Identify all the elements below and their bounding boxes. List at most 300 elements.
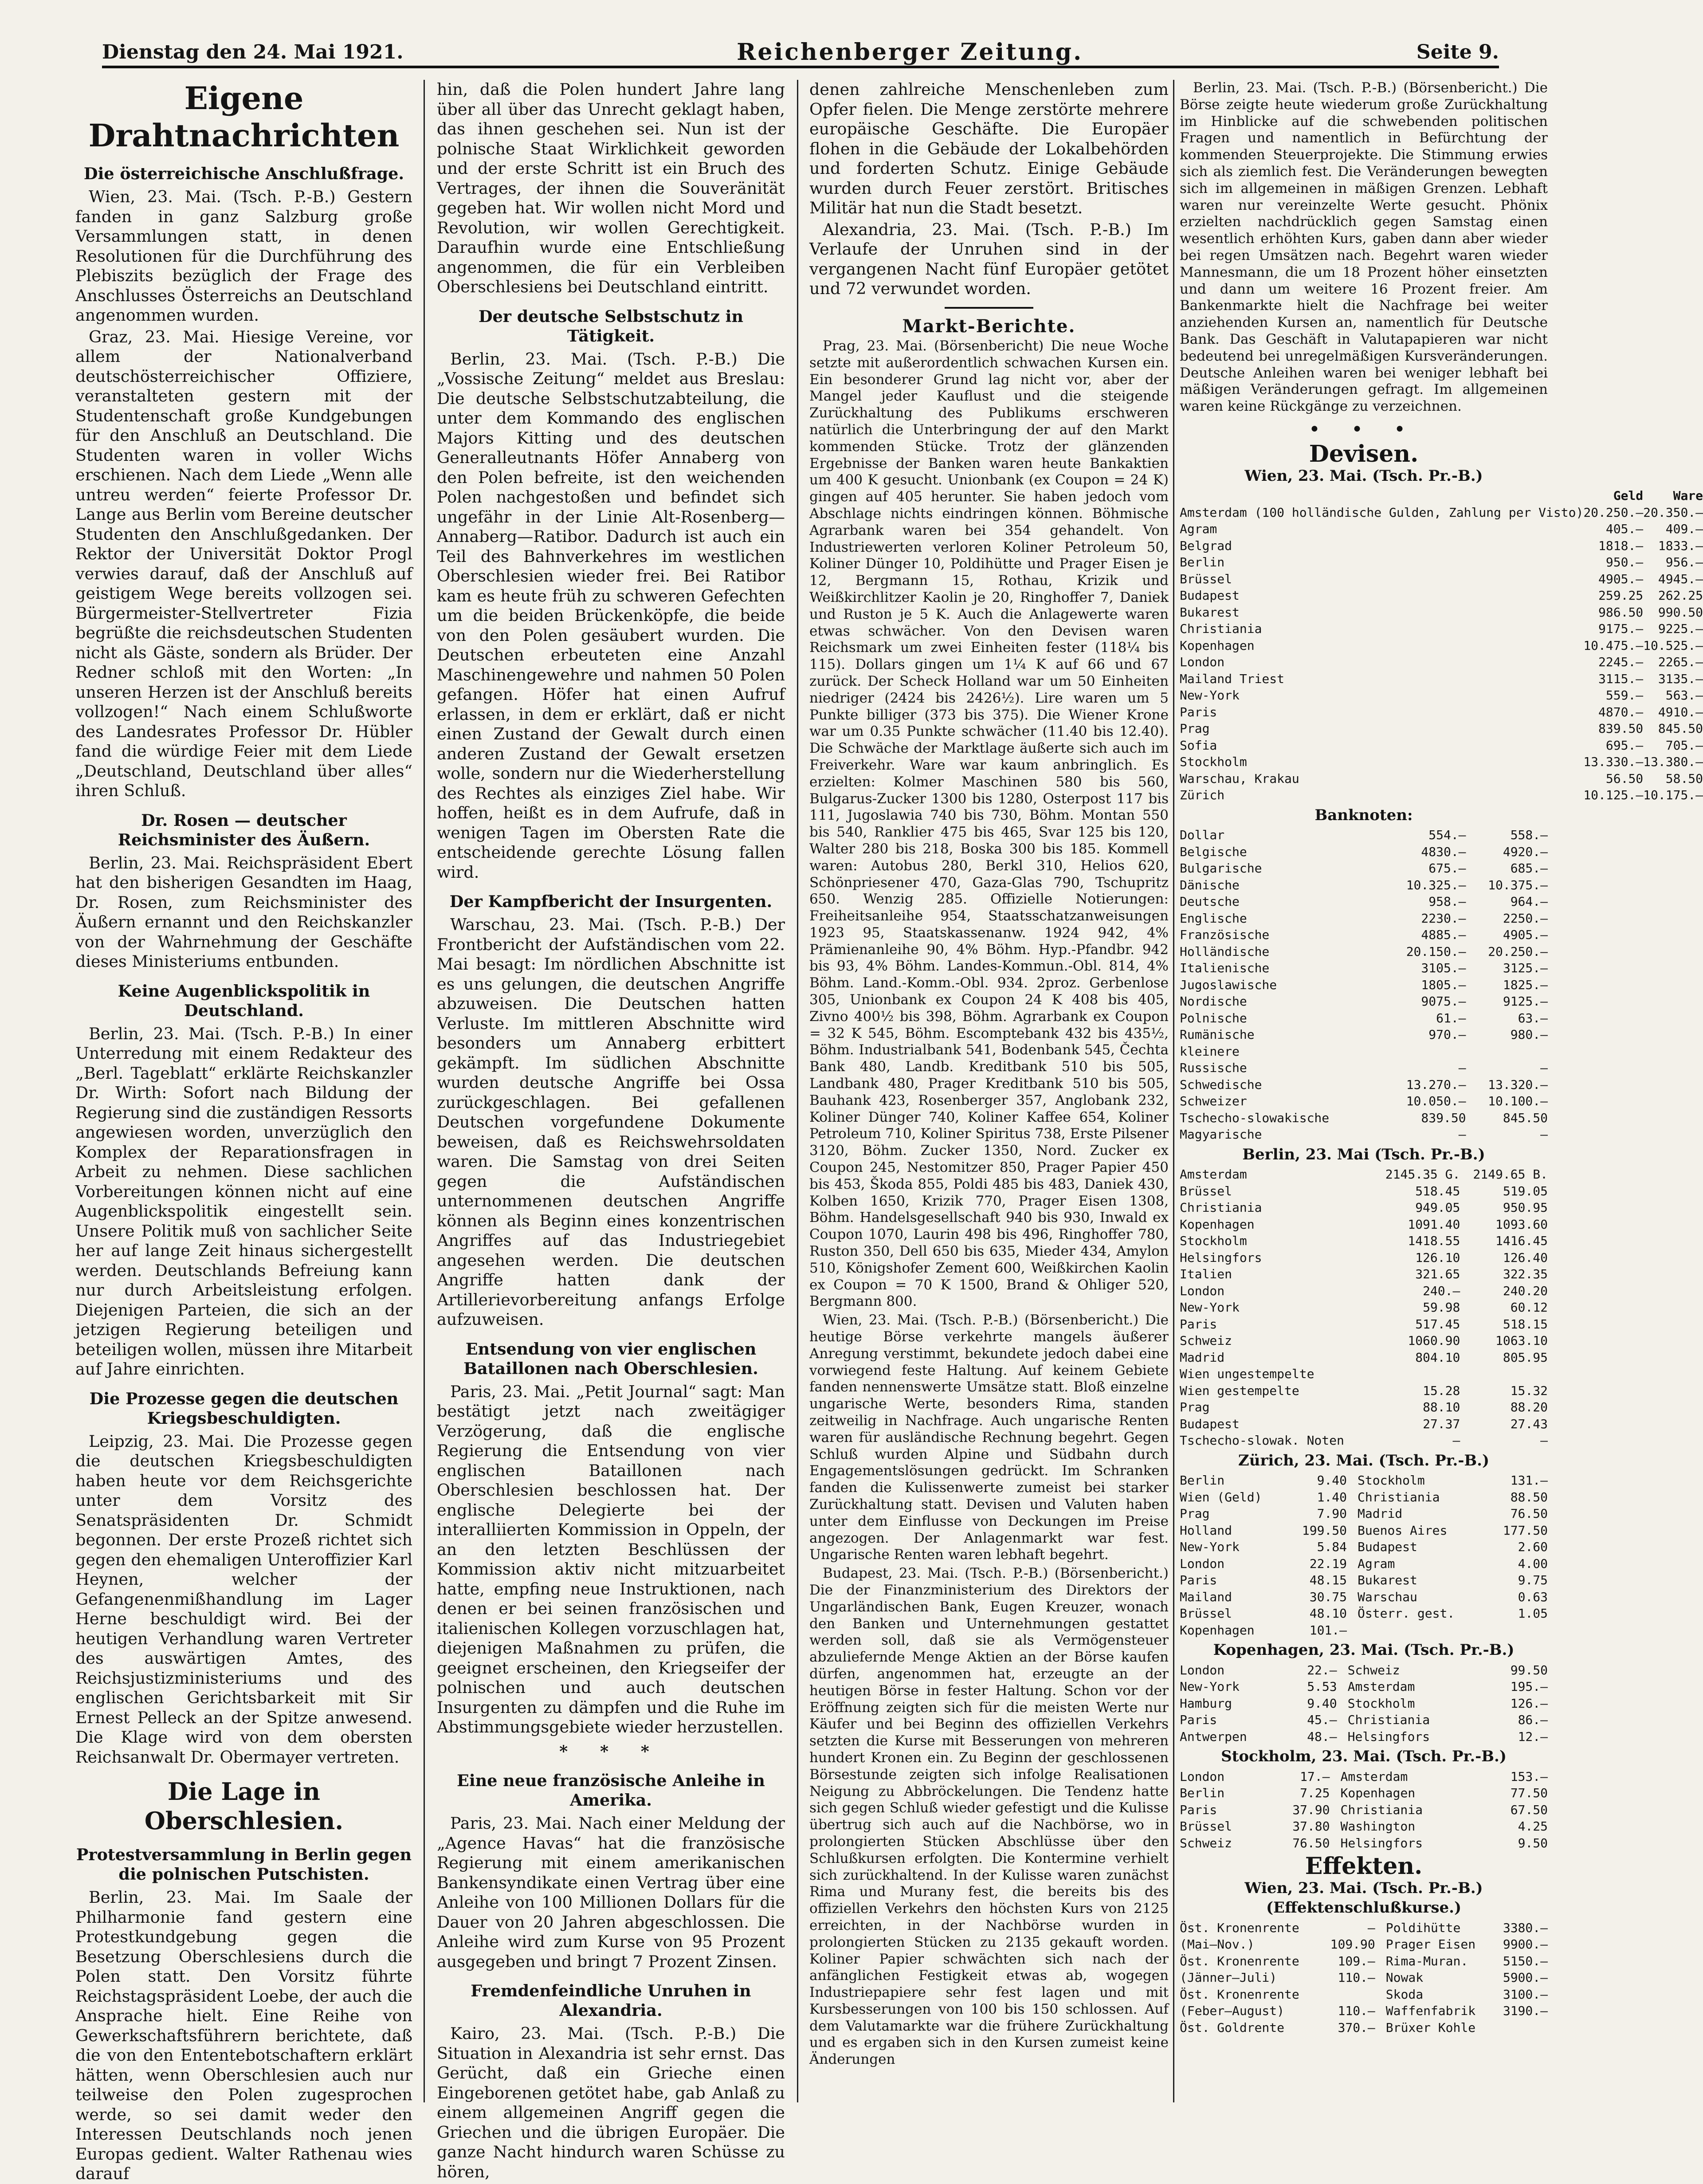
table-cell: 370.—: [1338, 2020, 1375, 2035]
table-row: [1180, 671, 1703, 687]
table-cell: Holland: [1180, 1523, 1232, 1538]
table-cell: 3100.—: [1503, 1987, 1548, 2002]
table-cell: Jugoslawische: [1180, 977, 1277, 992]
table-cell: 48.10: [1309, 1606, 1347, 1621]
table-cell: Warschau, Krakau: [1180, 771, 1299, 786]
table-cell: 20.250.—: [1583, 505, 1644, 520]
table-cell: 964.—: [1510, 894, 1548, 909]
table-cell: —: [1540, 1127, 1548, 1142]
table-cell: Stockholm: [1347, 1696, 1415, 1711]
berlin-table: [1180, 1166, 1548, 1449]
table-cell: 59.98: [1423, 1300, 1460, 1315]
table-cell: 990.50: [1658, 605, 1703, 620]
table-cell: Mailand: [1180, 1589, 1232, 1604]
table-cell: Poldihütte: [1385, 1920, 1461, 1935]
table-cell: 110.—: [1338, 2003, 1375, 2019]
section-title: Markt-Berichte.: [902, 315, 1076, 337]
article-heading: Protestversammlung in Berlin gegen die polnischen Putschisten.: [76, 1845, 412, 1884]
table-row: [1180, 1489, 1548, 1506]
table-cell: 61.—: [1436, 1010, 1466, 1025]
table-cell: 9.40: [1307, 1696, 1337, 1711]
table-cell: 37.90: [1292, 1802, 1330, 1817]
effekten-table: [1180, 1920, 1548, 2036]
table-cell: Öst. Goldrente: [1180, 2020, 1285, 2035]
table-cell: 805.95: [1503, 1350, 1548, 1365]
table-cell: 20.150.—: [1406, 944, 1466, 959]
table-cell: 5150.—: [1503, 1953, 1548, 1968]
table-cell: 22.—: [1307, 1662, 1337, 1677]
table-cell: London: [1180, 1769, 1225, 1784]
table-cell: London: [1180, 1662, 1225, 1677]
table-cell: 131.—: [1510, 1473, 1548, 1488]
table-cell: Englische: [1180, 911, 1247, 926]
table-cell: kleinere: [1180, 1044, 1240, 1059]
table-row: [1180, 587, 1703, 604]
table-cell: 1416.45: [1495, 1233, 1548, 1249]
masthead-page: Seite 9.: [1416, 40, 1499, 63]
article-heading: Der Kampfbericht der Insurgenten.: [449, 892, 773, 911]
table-cell: Brüssel: [1180, 571, 1232, 586]
table-row: [1180, 1986, 1548, 2003]
table-cell: Kopenhagen: [1180, 1217, 1255, 1232]
table-row: [1180, 538, 1703, 554]
table-cell: Dänische: [1180, 877, 1240, 892]
table-row: [1180, 521, 1703, 538]
table-row: [1180, 1920, 1548, 1937]
table-row: [1180, 1605, 1548, 1622]
table-cell: Helsingfors: [1340, 1835, 1423, 1850]
table-cell: Mailand Triest: [1180, 671, 1285, 686]
table-row: [1180, 1416, 1548, 1433]
table-cell: Paris: [1180, 1316, 1217, 1332]
article-text: Berlin, 23. Mai. (Tsch. P.-B.) In einer Unterredung mit einem Redakteur des „Berl. Tageblatt“ erklärte Reichskanzler Dr. Wirth: Sofort nach Bildung der Regierung sind die zuständigen Ressorts angewiesen worden, unverzüglich den Komplex der Reparationsfragen in Arbeit zu nehmen. Diese sachlichen Vorbereitungen können nicht auf eine Augenblickspolitik eingestellt sein. Unsere Politik muß von sachlicher Seite her auf lange Zeit hinaus sichergestellt werden. Deutschlands Befreiung kann nur durch Arbeitsleistung erfolgen. Diejenigen Parteien, die sich an der jetzigen Regierung beteiligen und beteiligen wollen, müssen ihre Mitarbeit auf Jahre einrichten.: [75, 1024, 412, 1379]
table-row: [1180, 720, 1703, 737]
table-cell: 5.53: [1307, 1679, 1337, 1694]
table-cell: Nordische: [1180, 994, 1247, 1009]
table-cell: 13.270.—: [1406, 1077, 1466, 1092]
stockholm-table: [1180, 1768, 1548, 1852]
table-cell: 956.—: [1665, 555, 1703, 570]
table-row: [1180, 1802, 1548, 1819]
article-text: Paris, 23. Mai. Nach einer Meldung der „Agence Havas“ hat die französische Regierung mit einem amerikanischen Bankensyndikate einen Vertrag über eine Anleihe von 100 Millionen Dollars für die Dauer von 20 Jahren abgeschlossen. Die Anleihe wird zum Kurse von 95 Prozent ausgegeben und bringt 7 Prozent Zinsen.: [437, 1814, 785, 1971]
table-cell: New-York: [1180, 1679, 1240, 1694]
table-cell: 804.10: [1415, 1350, 1460, 1365]
table-cell: 563.—: [1665, 688, 1703, 703]
table-cell: 63.—: [1518, 1010, 1548, 1025]
table-cell: 9075.—: [1421, 994, 1466, 1009]
table-cell: 48.15: [1309, 1573, 1347, 1588]
table-cell: 322.35: [1503, 1267, 1548, 1282]
table-cell: Prager Eisen: [1385, 1937, 1476, 1952]
table-cell: —: [1540, 1061, 1548, 1076]
table-cell: 1825.—: [1503, 977, 1548, 992]
col-header-ware: Ware: [1673, 488, 1703, 503]
table-cell: Österr. gest.: [1358, 1606, 1455, 1621]
table-cell: Warschau: [1358, 1589, 1417, 1604]
table-cell: 99.50: [1510, 1662, 1548, 1677]
table-cell: Paris: [1180, 704, 1217, 719]
table-cell: 27.43: [1510, 1416, 1548, 1431]
table-cell: Agram: [1358, 1556, 1395, 1571]
table-row: [1180, 754, 1703, 770]
table-row: [1180, 1060, 1548, 1076]
table-cell: (Mai—Nov.): [1180, 1937, 1255, 1952]
table-cell: Christiania: [1180, 1200, 1262, 1215]
table-cell: 126.40: [1503, 1250, 1548, 1265]
table-cell: 240.20: [1503, 1283, 1548, 1298]
table-cell: Französische: [1180, 927, 1270, 943]
table-cell: Öst. Kronenrente: [1180, 1987, 1299, 2002]
table-row: [1180, 1622, 1548, 1639]
table-row: [1180, 1522, 1548, 1539]
table-subtitle: Zürich, 23. Mai. (Tsch. Pr.-B.): [1238, 1451, 1490, 1469]
table-cell: 949.05: [1415, 1200, 1460, 1215]
separator-rule: [945, 307, 1033, 309]
table-row: [1180, 1728, 1548, 1745]
table-row: [1180, 943, 1548, 960]
table-cell: 839.50: [1421, 1110, 1466, 1125]
table-cell: Brüssel: [1180, 1183, 1232, 1198]
table-cell: 845.50: [1503, 1110, 1548, 1125]
table-row: [1180, 1026, 1548, 1043]
table-row: [1180, 1662, 1548, 1679]
article-text: Budapest, 23. Mai. (Tsch. P.-B.) (Börsenbericht.) Die der Finanzministerium des Direktors der Ungarländischen Bank, Eugen Kreuzer, wonach den Banken und Unternehmungen gestattet werden soll, daß sie als Vermögensteuer abzuliefernde Menge Aktien an der Börse kaufen dürfen, angenommen hat, erzeugte an der heutigen Börse in fester Haltung. Schon vor der Eröffnung zeigten sich für die meisten Werte nur Käufer und bei Beginn des offiziellen Verkehrs setzten die Kurse mit Besserungen von mehreren hundert Kronen ein. Zu Beginn der geschlossenen Börsestunde zeigten sich infolge Realisationen Neigung zu Abbröckelungen. Die Tendenz hatte sich gegen Schluß wieder gefestigt und die Kulisse übertrug sich auch auf die Nachbörse, wo in prolongierten Stücken Abschlüsse über den Schlußkursen erfolgten. Die Kontermine verhielt sich zurückhaltend. In der Kulisse waren zunächst Rima und Murany fest, die bereits bis des offiziellen Verkehrs den höchsten Kurs von 2125 erreichten, in der Nachbörse wurden in prolongierten Stücken zu 2135 gekauft worden. Koliner Papier schwächten sich nach der anfänglichen Festigkeit etwas ab, wogegen Industriepapiere sehr fest lagen und mit Kursbesserungen von 100 bis 150 schlossen. Auf dem Valutamarkte war die frühere Zurückhaltung und es ergaben sich in den Kursen zumeist keine Änderungen: [809, 1565, 1169, 2068]
article-heading: Dr. Rosen — deutscher Reichsminister des Äußern.: [118, 810, 370, 849]
table-cell: 3190.—: [1503, 2003, 1548, 2019]
article-text: Wien, 23. Mai. (Tsch. P.-B.) Gestern fanden in ganz Salzburg große Versammlungen statt, in denen Resolutionen für die Durchführung des Plebiszits bezüglich der Frage des Anschlusses Österreichs an Deutschland angenommen wurden.: [75, 187, 412, 325]
table-cell: New-York: [1180, 1300, 1240, 1315]
table-cell: —: [1367, 1920, 1375, 1935]
devisen-table: [1180, 487, 1703, 804]
masthead: [102, 38, 1499, 68]
table-title: Effekten.: [1305, 1853, 1423, 1880]
table-cell: 4905.—: [1503, 927, 1548, 943]
table-subtitle: Banknoten:: [1315, 806, 1413, 824]
table-cell: 9900.—: [1503, 1937, 1548, 1952]
table-row: [1180, 1093, 1548, 1110]
table-cell: [1489, 1622, 1548, 1639]
table-cell: 10.100.—: [1488, 1094, 1548, 1109]
article-heading: Die österreichische Anschlußfrage.: [83, 164, 404, 183]
table-cell: 109.—: [1338, 1953, 1375, 1968]
article-heading: Keine Augenblickspolitik in Deutschland.: [118, 981, 370, 1020]
table-cell: [1495, 2019, 1548, 2036]
table-row: [1180, 504, 1703, 521]
table-row: [1180, 844, 1548, 860]
table-cell: Buenos Aires: [1358, 1523, 1448, 1538]
table-cell: Zürich: [1180, 788, 1225, 803]
table-row: [1180, 1712, 1548, 1728]
table-cell: 1.05: [1518, 1606, 1548, 1621]
table-row: [1180, 1472, 1548, 1489]
table-cell: 10.375.—: [1488, 877, 1548, 892]
article-text: Paris, 23. Mai. „Petit Journal“ sagt: Man bestätigt jetzt nach zweitägiger Verzögerung, daß die englische Regierung die Entsendung von vier englischen Bataillonen nach Oberschlesien beschlossen hat. Der englische Delegierte bei der interalliierten Kommission in Oppeln, der an den letzten Beschlüssen der Kommission aktiv nicht mitzuarbeitet hatte, empfing neue Instruktionen, nach denen er bei seinen französischen und italienischen Kollegen vorzuschlagen hat, diejenigen Maßnahmen zu prüfen, die geeignet erscheinen, den Kriegseifer der polnischen und auch deutschen Insurgenten zu dämpfen und die Ruhe im Abstimmungsgebiete wieder herzustellen.: [437, 1382, 785, 1736]
table-cell: 2250.—: [1503, 911, 1548, 926]
table-cell: Magyarische: [1180, 1127, 1262, 1142]
table-cell: 262.25: [1658, 588, 1703, 603]
table-row: [1180, 977, 1548, 994]
table-cell: 2149.65 B.: [1473, 1167, 1548, 1182]
article-heading: Entsendung von vier englischen Bataillonen nach Oberschlesien.: [463, 1339, 758, 1378]
table-cell: 126.10: [1415, 1250, 1460, 1265]
table-row: [1180, 1126, 1548, 1143]
table-cell: 950.95: [1503, 1200, 1548, 1215]
table-cell: Belgrad: [1180, 538, 1232, 553]
table-cell: 48.—: [1307, 1729, 1337, 1744]
table-cell: 695.—: [1605, 738, 1644, 753]
table-row: [1180, 654, 1703, 671]
table-cell: Berlin: [1180, 555, 1225, 570]
table-cell: 30.75: [1309, 1589, 1347, 1604]
table-cell: Dollar: [1180, 828, 1225, 843]
table-cell: 1805.—: [1421, 977, 1466, 992]
table-subtitle: Wien, 23. Mai. (Tsch. Pr.-B.) (Effektenschlußkurse.): [1244, 1879, 1483, 1917]
table-cell: 58.50: [1665, 771, 1703, 786]
table-cell: 9.50: [1518, 1835, 1548, 1850]
table-row: [1180, 1818, 1548, 1835]
article-text: Prag, 23. Mai. (Börsenbericht) Die neue Woche setzte mit außerordentlich schwachen Kursen ein. Ein besonderer Grund lag nicht vor, aber der Mangel jeder Kauflust und die steigende Zurückhaltung des Publikums erschweren natürlich die Unterbringung der auf den Markt kommenden Stücke. Trotz der glänzenden Ergebnisse der Banken waren heute Bankaktien um 400 K gesucht. Unionbank (ex Coupon = 24 K) gingen auf 405 herunter. Sie haben jedoch vom Abschlage nichts eindringen können. Böhmische Agrarbank waren bei 354 gehandelt. Von Industriewerten verloren Koliner Petroleum 50, Koliner Dünger 10, Poldihütte und Prager Eisen je 12, Bergmann 15, Rothau, Krizik und Weißkirchlitzer Kaolin je 20, Ringhoffer 7, Daniek und Ruston je 5 K. Auch die Anlagewerte waren etwas schwächer. Von den Devisen waren Reichsmark um zwei Einheiten fester (118¼ bis 115). Dollars gingen um 1¼ K auf 66 und 67 zurück. Der Scheck Holland war um 50 Einheiten niedriger (2424 bis 2426½). Lire waren um 5 Punkte billiger (373 bis 375). Die Wiener Krone war um 0.35 Punkte schwächer (11.40 bis 12.40). Die Schwäche der Marktlage äußerte sich auch im Freiverkehr. Ware war kaum anbringlich. Es erzielten: Kolmer Maschinen 580 bis 560, Bulgarus-Zucker 1300 bis 1280, Osterpost 117 bis 111, Jugoslawia 740 bis 730, Böhm. Montan 550 bis 540, Ranklier 475 bis 465, Svar 125 bis 120, Walter 280 bis 218, Boska 300 bis 185. Kommell waren: Autobus 280, Berkl 310, Helios 620, Schönpriesener 470, Gaza-Glas 790, Tschupritz 650. Wenzig 285. Offizielle Notierungen: Freiheitsanleihe 954, Staatsschatzanweisungen 1923 95, Staatskassenanw. 1924 942, 4% Prämienanleihe 90, 4% Böhm. Hyp.-Pfandbr. 942 bis 93, 4% Böhm. Landes-Kommun.-Obl. 814, 4% Böhm. Land.-Komm.-Obl. 934. 2proz. Gerbenlose 305, Unionbank ex Coupon 24 K 408 bis 405, Zivno 400½ bis 398, Böhm. Agrarbank ex Coupon = 32 K 545, Böhm. Escomptebank 432 bis 435½, Böhm. Industrialbank 541, Bodenbank 545, Čechta Bank 480, Landb. Kreditbank 510 bis 505, Landbank 480, Prager Kreditbank 510 bis 505, Bauhank 423, Rosenberger 357, Anglobank 232, Koliner Dünger 740, Koliner Kaffee 654, Koliner Petroleum 710, Koliner Spiritus 738, Erste Pilsener 3120, Böhm. Zucker 1350, Nord. Zucker ex Coupon 245, Nestomitzer 850, Prager Papier 450 bis 453, Škoda 855, Poldi 485 bis 483, Daniek 430, Kolben 1650, Krizik 770, Prager Eisen 1308, Böhm. Handelsgesellschaft 940 bis 930, Inwald ex Coupon 1070, Laurin 498 bis 496, Ringhoffer 780, Ruston 350, Dell 650 bis 635, Mieder 434, Amylon 510, Königshofer Zement 600, Weißkirchen Kaolin ex Coupon = 70 K 1500, Brand & Ohliger 520, Bergmann 800.: [809, 338, 1169, 1310]
column-rule: [1173, 80, 1174, 2102]
table-cell: 839.50: [1598, 721, 1644, 736]
table-cell: 519.05: [1503, 1183, 1548, 1198]
table-cell: Stockholm: [1180, 754, 1247, 770]
table-cell: Stockholm: [1358, 1473, 1425, 1488]
table-cell: 986.50: [1598, 605, 1644, 620]
table-cell: 518.45: [1415, 1183, 1460, 1198]
table-cell: (Jänner—Juli): [1180, 1970, 1277, 1985]
table-cell: 409.—: [1665, 522, 1703, 537]
table-cell: 518.15: [1503, 1316, 1548, 1332]
table-cell: 980.—: [1510, 1027, 1548, 1042]
table-row: [1180, 687, 1703, 704]
table-cell: 0.63: [1518, 1589, 1548, 1604]
table-cell: 4885.—: [1421, 927, 1466, 943]
article-text: Graz, 23. Mai. Hiesige Vereine, vor allem der Nationalverband deutschösterreichischer Offiziere, veranstalteten gestern mit der Studentenschaft große Kundgebungen für den Anschluß an Deutschland. Die Studenten waren in voller Wichs erschienen. Nach dem Liede „Wenn alle untreu werden“ feierte Professor Dr. Lange aus Berlin vom Bereine deutscher Studenten den Anschlußgedanken. Der Rektor der Universität Doktor Progl verwies darauf, daß der Anschluß auf geistigem Wege bereits vollzogen sei. Bürgermeister-Stellvertreter Fizia begrüßte die reichsdeutschen Studenten nicht als Gäste, sondern als Brüder. Der Redner schloß mit den Worten: „In unseren Herzen ist der Anschluß bereits vollzogen!“ Nach einem Schlußworte des Landesrates Professor Dr. Hübler fand die würdige Feier mit dem Liede „Deutschland, Deutschland über alles“ ihren Schluß.: [75, 327, 412, 800]
col-header-geld: Geld: [1613, 488, 1644, 503]
table-cell: 153.—: [1510, 1769, 1548, 1784]
table-cell: Prag: [1180, 1400, 1210, 1415]
table-cell: 3115.—: [1598, 671, 1644, 686]
table-cell: 4830.—: [1421, 844, 1466, 859]
section-title: Eigene Drahtnachrichten: [88, 80, 400, 154]
table-row: [1180, 1969, 1548, 1986]
table-row: [1180, 1539, 1548, 1556]
table-cell: 13.320.—: [1488, 1077, 1548, 1092]
table-row: [1180, 704, 1703, 721]
table-cell: 559.—: [1605, 688, 1644, 703]
table-cell: [1466, 1043, 1548, 1060]
table-cell: 7.90: [1317, 1506, 1347, 1521]
table-cell: Christiania: [1340, 1802, 1423, 1817]
table-cell: Bulgarische: [1180, 861, 1262, 876]
table-cell: 1.40: [1317, 1489, 1347, 1504]
table-cell: Rumänische: [1180, 1027, 1255, 1042]
table-cell: 405.—: [1605, 522, 1644, 537]
table-row: [1180, 1695, 1548, 1712]
table-cell: Brüssel: [1180, 1606, 1232, 1621]
table-cell: Tschecho-slowak. Noten: [1180, 1433, 1344, 1448]
table-cell: 259.25: [1598, 588, 1644, 603]
table-row: [1180, 860, 1548, 877]
table-cell: 9.75: [1518, 1573, 1548, 1588]
table-cell: 4.00: [1518, 1556, 1548, 1571]
table-row: [1180, 1233, 1548, 1249]
table-row: [1180, 1332, 1548, 1349]
table-cell: Amsterdam: [1180, 1167, 1247, 1182]
table-cell: 15.28: [1423, 1383, 1460, 1398]
table-cell: 9225.—: [1658, 621, 1703, 636]
table-row: [1180, 787, 1703, 804]
table-row: [1180, 1183, 1548, 1200]
table-cell: 9125.—: [1503, 994, 1548, 1009]
article-text: Berlin, 23. Mai. Reichspräsident Ebert hat den bisherigen Gesandten im Haag, Dr. Rosen, zum Reichsminister des Äußern ernannt und den Reichskanzler von der Wahrnehmung der Geschäfte dieses Ministeriums entbunden.: [75, 853, 412, 971]
table-cell: 558.—: [1510, 828, 1548, 843]
zuerich-table: [1180, 1472, 1548, 1638]
table-cell: Öst. Kronenrente: [1180, 1920, 1299, 1935]
table-cell: Brüxer Kohle: [1385, 2020, 1476, 2035]
table-cell: 13.380.—: [1643, 754, 1703, 770]
table-cell: Sofia: [1180, 738, 1217, 753]
table-cell: 675.—: [1428, 861, 1466, 876]
table-cell: Paris: [1180, 1573, 1217, 1588]
table-cell: 970.—: [1428, 1027, 1466, 1042]
masthead-title: Reichenberger Zeitung.: [737, 38, 1083, 66]
column-1: [75, 80, 412, 2183]
table-cell: 10.175.—: [1643, 788, 1703, 803]
table-cell: 1060.90: [1408, 1333, 1460, 1348]
table-cell: 20.350.—: [1643, 505, 1703, 520]
table-cell: 27.37: [1423, 1416, 1460, 1431]
table-row: [1180, 1556, 1548, 1572]
table-cell: 5900.—: [1503, 1970, 1548, 1985]
table-cell: Amsterdam (100 holländische Gulden, Zahlung per Visto): [1180, 505, 1584, 520]
table-cell: London: [1180, 1283, 1225, 1298]
table-cell: Christiania: [1358, 1489, 1440, 1504]
table-cell: Skoda: [1385, 1987, 1424, 2002]
table-cell: Brüssel: [1180, 1819, 1232, 1834]
table-cell: 22.19: [1309, 1556, 1347, 1571]
table-row: [1180, 893, 1548, 910]
table-cell: Schweiz: [1347, 1662, 1400, 1677]
table-cell: London: [1180, 655, 1225, 670]
table-cell: 10.525.—: [1643, 638, 1703, 653]
article-text: hin, daß die Polen hundert Jahre lang über all über das Unrecht geklagt haben, das ihnen geschehen sei. Nun ist der polnische Staat Wirklichkeit geworden und der erste Schritt ist ein Bruch des Vertrages, der ihnen die Souveränität gegeben hat. Wir wollen nicht Mord und Revolution, wir wollen Gerechtigkeit. Daraufhin wurde eine Entschließung angenommen, die für ein Verbleiben Oberschlesiens bei Deutschland eintritt.: [437, 80, 785, 296]
table-row: [1180, 1835, 1548, 1852]
table-cell: [1322, 1986, 1375, 2003]
table-cell: 9175.—: [1598, 621, 1644, 636]
table-cell: Prag: [1180, 721, 1210, 736]
table-row: [1180, 1199, 1548, 1216]
kopenhagen-table: [1180, 1662, 1548, 1745]
table-cell: 240.—: [1423, 1283, 1460, 1298]
table-cell: Kopenhagen: [1180, 1622, 1255, 1638]
table-cell: Wien gestempelte: [1180, 1383, 1299, 1398]
article-text: Berlin, 23. Mai. Im Saale der Philharmonie fand gestern eine Protestkundgebung gegen die Besetzung Oberschlesiens durch die Polen statt. Den Vorsitz führte Reichstagspräsident Loebe, der auch die Ansprache hielt. Eine Reihe von Gewerkschaftsführern berichtete, daß die von den Ententebotschaftern erklärt hätten, wenn Oberschlesien auch nur teilweise den Polen zugesprochen werde, so sei damit weder den Interessen Deutschlands noch jenen Europas gedient. Walter Rathenau wies darauf: [75, 1888, 412, 2183]
table-cell: 2265.—: [1658, 655, 1703, 670]
table-cell: [1460, 1366, 1548, 1383]
table-cell: 199.50: [1302, 1523, 1347, 1538]
table-cell: Polnische: [1180, 1010, 1247, 1025]
table-row: [1180, 1383, 1548, 1399]
table-cell: Berlin: [1180, 1786, 1225, 1801]
table-cell: 76.50: [1510, 1506, 1548, 1521]
table-cell: Berlin: [1180, 1473, 1225, 1488]
table-cell: Washington: [1340, 1819, 1416, 1834]
table-cell: —: [1458, 1127, 1466, 1142]
table-row: [1180, 1249, 1548, 1266]
table-cell: Budapest: [1180, 588, 1240, 603]
table-cell: Schweiz: [1180, 1333, 1232, 1348]
table-cell: 88.10: [1423, 1400, 1460, 1415]
separator-stars: * * *: [559, 1741, 663, 1761]
table-cell: 4905.—: [1598, 571, 1644, 586]
table-cell: 77.50: [1510, 1786, 1548, 1801]
table-cell: Belgische: [1180, 844, 1247, 859]
table-cell: Schwedische: [1180, 1077, 1262, 1092]
table-cell: Hamburg: [1180, 1696, 1232, 1711]
table-cell: 321.65: [1415, 1267, 1460, 1282]
table-row: [1180, 1768, 1548, 1785]
table-cell: Agram: [1180, 522, 1217, 537]
table-cell: 15.32: [1510, 1383, 1548, 1398]
table-cell: Budapest: [1180, 1416, 1240, 1431]
table-row: [1180, 1399, 1548, 1416]
table-cell: 2230.—: [1421, 911, 1466, 926]
table-cell: 685.—: [1510, 861, 1548, 876]
table-row: [1180, 770, 1703, 787]
table-row: [1180, 960, 1548, 977]
table-row: [1180, 910, 1548, 927]
article-text: Alexandria, 23. Mai. (Tsch. P.-B.) Im Verlaufe der Unruhen sind in der vergangenen Nacht fünf Europäer getötet und 72 verwundet worden.: [809, 220, 1169, 298]
column-rule: [797, 80, 798, 2102]
table-cell: 950.—: [1605, 555, 1644, 570]
table-cell: Helsingfors: [1180, 1250, 1262, 1265]
table-row: [1180, 1678, 1548, 1695]
table-cell: Wien (Geld): [1180, 1489, 1262, 1504]
table-cell: New-York: [1180, 1540, 1240, 1555]
table-cell: 67.50: [1510, 1802, 1548, 1817]
table-cell: 7.25: [1300, 1786, 1330, 1801]
table-cell: 12.—: [1518, 1729, 1548, 1744]
column-2: [437, 80, 785, 2181]
article-text: Warschau, 23. Mai. (Tsch. P.-B.) Der Frontbericht der Aufständischen vom 22. Mai besagt: Im nördlichen Abschnitte ist es uns gelungen, die deutschen Angriffe abzuweisen. Die Deutschen hatten Verluste. Im mittleren Abschnitte wird besonders um Annaberg erbittert gekämpft. Im südlichen Abschnitte wurden deutsche Angriffe bei Ossa zurückgeschlagen. Bei gefallenen Deutschen vorgefundene Dokumente beweisen, daß es Reichswehrsoldaten waren. Die Samstag von drei Seiten gegen die Aufständischen unternommenen deutschen Angriffe können als Beginn eines konzentrischen Angriffes auf das Industriegebiet angesehen werden. Die deutschen Angriffe hatten dank der Artillerievorbereitung anfangs Erfolge aufzuweisen.: [437, 915, 785, 1329]
table-cell: Schweizer: [1180, 1094, 1247, 1109]
table-cell: Paris: [1180, 1713, 1217, 1728]
table-subtitle: Berlin, 23. Mai (Tsch. Pr.-B.): [1242, 1145, 1485, 1163]
table-row: [1180, 737, 1703, 754]
table-cell: 4.25: [1518, 1819, 1548, 1834]
table-row: [1180, 2019, 1548, 2036]
table-cell: 1418.55: [1408, 1233, 1460, 1249]
table-title: Devisen.: [1309, 440, 1419, 468]
table-cell: 1091.40: [1408, 1217, 1460, 1232]
table-cell: Kopenhagen: [1180, 638, 1255, 653]
article-text: Berlin, 23. Mai. (Tsch. P.-B.) Die „Vossische Zeitung“ meldet aus Breslau: Die deutsche Selbstschutzabteilung, die unter dem Kommando des englischen Majors Kitting und des deutschen Generalleutnants Höfer Annaberg von den Polen befreite, ist den weichenden Polen nachgestoßen und befindet sich ungefähr in der Linie Alt-Rosenberg—Annaberg—Ratibor. Dadurch ist auch ein Teil des Bahnverkehres im westlichen Oberschlesien wieder frei. Bei Ratibor kam es heute früh zu schweren Gefechten um die beiden Brückenköpfe, die beide von den Polen gesäubert wurden. Die Deutschen erbeuteten eine Anzahl Maschinengewehre und nahmen 50 Polen gefangen. Höfer hat einen Aufruf erlassen, in dem er erklärt, daß er nicht einen Zustand der Gewalt durch einen anderen Zustand der Gewalt ersetzen wolle, sondern nur die Wiederherstellung des Rechtes als einziges Ziel habe. Wir hoffen, heißt es in dem Aufrufe, daß in wenigen Tagen im Obersten Rate die entscheidende gerechte Lösung fallen wird.: [437, 349, 785, 882]
table-cell: 705.—: [1665, 738, 1703, 753]
table-cell: —: [1540, 1433, 1548, 1448]
table-cell: 10.050.—: [1406, 1094, 1466, 1109]
table-row: [1180, 1076, 1548, 1093]
table-row: [1180, 1589, 1548, 1606]
table-row: [1180, 1953, 1548, 1970]
table-row: [1180, 1216, 1548, 1233]
table-cell: 76.50: [1292, 1835, 1330, 1850]
table-cell: [1373, 1366, 1460, 1383]
table-row: [1180, 1299, 1548, 1316]
table-cell: Paris: [1180, 1802, 1217, 1817]
table-row: [1180, 927, 1548, 943]
table-cell: Russische: [1180, 1061, 1247, 1076]
